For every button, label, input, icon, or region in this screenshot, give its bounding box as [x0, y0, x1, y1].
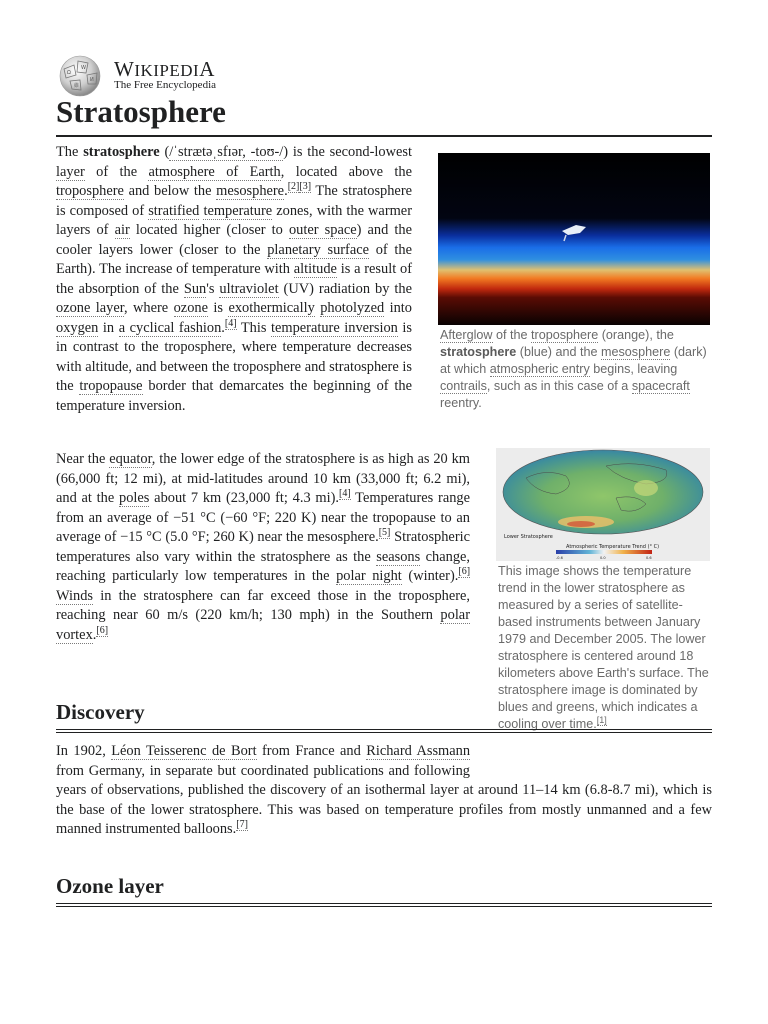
map-legend-tick-left: -0.6: [556, 556, 563, 560]
link-polar-night[interactable]: polar night: [336, 568, 402, 584]
caption-link-troposphere[interactable]: troposphere: [531, 328, 599, 342]
svg-text:W: W: [81, 65, 86, 71]
map-legend-colorbar: [556, 550, 652, 554]
wikipedia-globe-icon[interactable]: [56, 53, 104, 97]
caption-ref-1[interactable]: [1]: [596, 714, 607, 725]
afterglow-photo[interactable]: [438, 153, 710, 325]
ref-5[interactable]: [5]: [378, 527, 391, 539]
link-sun[interactable]: Sun: [183, 280, 207, 297]
link-ozone[interactable]: ozone: [173, 300, 208, 316]
page-title: Stratosphere: [56, 94, 712, 137]
map-legend-tick-right: 0.6: [646, 556, 652, 560]
link-mesosphere[interactable]: mesosphere: [216, 183, 285, 199]
link-planetary-surface[interactable]: planetary surface: [267, 241, 370, 258]
link-pronunciation[interactable]: /ˈstrætəˌsfɪər, -toʊ-/: [169, 144, 284, 160]
ref-4[interactable]: [4]: [224, 317, 237, 329]
link-seasons[interactable]: seasons: [376, 548, 421, 565]
ref-6[interactable]: [6]: [458, 566, 471, 578]
caption-link-afterglow[interactable]: Afterglow: [440, 328, 493, 342]
map-legend-tick-mid: 0.0: [600, 556, 606, 560]
ref-4[interactable]: [4]: [339, 488, 351, 500]
figure-afterglow: [438, 153, 710, 412]
link-ultraviolet[interactable]: ultraviolet: [219, 280, 279, 297]
link-polar-vortex[interactable]: polar vortex: [56, 607, 470, 643]
link-tropopause[interactable]: tropopause: [79, 378, 143, 394]
map-legend-title: Atmospheric Temperature Trend (° C): [566, 544, 660, 550]
altitude-paragraph: Near the equator, the lower edge of the stratosphere is as high as 20 km (66,000 ft; 12 mi), at mid-latitudes around 10 km (33,000 ft; 6.2 mi), and at the poles about 7 km (23,000 ft; 4.3 mi).[4] Temperatures range from an average of −51 °C (−60 °F; 220 K) near the tropopause to an average of −15 °C (5.0 °F; 260 K) near the mesosphere.[5] Stratospheric temperatures also vary within the stratosphere as the seasons change, reaching particularly low temperatures in the polar night (winter).[6] Winds in the stratosphere can far exceed those in the troposphere, reaching near 60 m/s (220 km/h; 130 mph) in the Southern polar vortex.[6]: [56, 451, 471, 643]
link-temperature-inversion[interactable]: temperature inversion: [271, 319, 398, 336]
link-oxygen[interactable]: oxygen: [56, 319, 99, 336]
link-leon-teisserenc-de-bort[interactable]: Léon Teisserenc de Bort: [111, 743, 257, 759]
ref-6[interactable]: [6]: [96, 624, 109, 636]
caption-link-contrails[interactable]: contrails: [440, 379, 487, 393]
link-equator[interactable]: equator: [109, 451, 152, 467]
svg-text:И: И: [90, 77, 94, 83]
svg-text:Ω: Ω: [67, 70, 71, 76]
link-winds[interactable]: Winds: [56, 587, 93, 604]
link-air[interactable]: air: [114, 222, 130, 238]
wikipedia-tagline: The Free Encyclopedia: [114, 79, 217, 91]
section-heading-discovery: Discovery: [56, 700, 712, 733]
link-ozone-layer[interactable]: ozone layer: [56, 300, 124, 316]
temperature-trend-map[interactable]: [496, 448, 710, 561]
wordmark-middle: IKIPEDI: [134, 61, 200, 80]
wordmark-initial: W: [114, 57, 135, 81]
link-exothermically[interactable]: exothermically: [228, 300, 315, 316]
map-label-lower-stratosphere: Lower Stratosphere: [504, 534, 553, 540]
link-photolyzed[interactable]: photolyzed: [320, 300, 385, 316]
ref-2[interactable]: [2]: [287, 181, 300, 193]
caption-link-atmospheric-entry[interactable]: atmospheric entry: [489, 362, 590, 376]
discovery-paragraph: In 1902, Léon Teisserenc de Bort from France and Richard Assmann from Germany, in separate but coordinated publications and following years of observations, published the discovery of an isothermal layer at around 11–14 km (6.8-8.7 mi), which is the base of the lower stratosphere. This was based on temperature profiles from mostly unmanned and a few manned instrumented balloons.[7]: [56, 743, 712, 837]
caption-bold-stratosphere: stratosphere: [440, 345, 517, 359]
link-altitude[interactable]: altitude: [293, 261, 337, 277]
link-stratified[interactable]: stratified: [148, 202, 200, 219]
section-heading-ozone-layer: Ozone layer: [56, 874, 712, 907]
link-outer-space[interactable]: outer space: [288, 222, 357, 238]
caption-link-spacecraft[interactable]: spacecraft: [631, 379, 690, 393]
intro-paragraph: The stratosphere (/ˈstrætəˌsfɪər, -toʊ-/) is the second-lowest layer of the atmosphere of Earth, located above the troposphere and below the mesosphere.[2][3] The stratosphere is composed of stratified temperature zones, with the warmer layers of air located higher (closer to outer space) and the cooler layers lower (closer to the planetary surface of the Earth). The increase of temperature with altitude is a result of the absorption of the Sun's ultraviolet (UV) radiation by the ozone layer, where ozone is exothermically photolyzed into oxygen in a cyclical fashion.[4] This temperature inversion is in contrast to the troposphere, where temperature decreases with altitude, and between the troposphere and stratosphere is the tropopause border that demarcates the beginning of the temperature inversion.: [56, 144, 413, 414]
link-temperature[interactable]: temperature: [203, 202, 273, 219]
figure-temperature-trend: [496, 448, 710, 733]
link-layer[interactable]: layer: [56, 163, 85, 180]
figure-temperature-caption: This image shows the temperature trend in the lower stratosphere as measured by a series of satellite-based instruments between January 1979 and December 2005. The lower stratosphere is centered around 18 kilometers above Earth's surface. The stratosphere image is dominated by blues and greens, which indicates a cooling over time.[1]: [498, 564, 709, 731]
figure-afterglow-caption: Afterglow of the troposphere (orange), the stratosphere (blue) and the mesosphere (dark) at which atmospheric entry begins, leaving contrails, such as in this case of a spacecraft reentry.: [440, 328, 707, 410]
link-poles[interactable]: poles: [119, 490, 150, 506]
ref-7[interactable]: [7]: [236, 819, 248, 831]
bold-term: stratosphere: [83, 144, 160, 160]
link-richard-assmann[interactable]: Richard Assmann: [366, 743, 471, 759]
link-atmosphere-of-earth[interactable]: atmosphere of Earth: [148, 163, 281, 180]
link-troposphere[interactable]: troposphere: [56, 183, 124, 199]
ref-3[interactable]: [3]: [299, 181, 312, 193]
svg-text:維: 維: [74, 83, 80, 89]
link-cyclical-fashion[interactable]: a cyclical fashion: [118, 319, 222, 336]
wordmark-final: A: [199, 57, 215, 81]
caption-link-mesosphere[interactable]: mesosphere: [601, 345, 671, 359]
